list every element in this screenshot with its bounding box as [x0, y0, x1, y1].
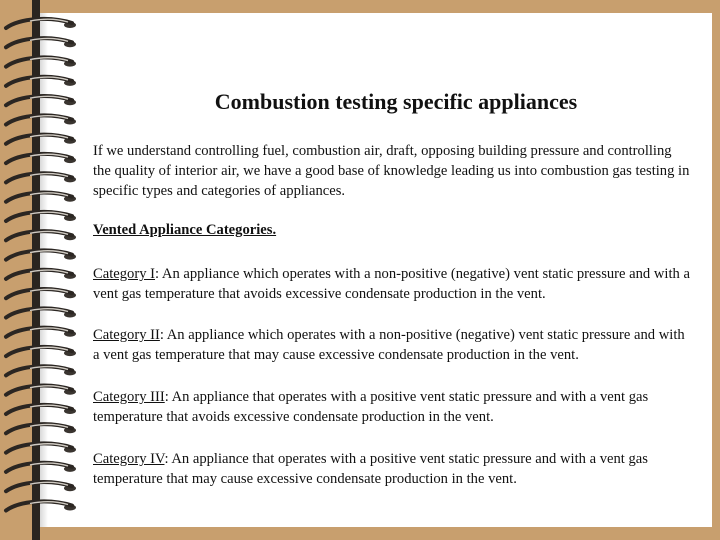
category-4-label: Category IV: [93, 451, 165, 467]
spiral-binding-rings: [0, 0, 90, 540]
binding-ring: [6, 347, 76, 356]
binding-ring: [6, 173, 76, 182]
category-2-description: : An appliance which operates with a non-positive (negative) vent static pressure and with a vent gas temperature that may cause excessive condensate production in the vent.: [93, 327, 685, 363]
binding-ring: [6, 231, 76, 240]
binding-ring: [6, 115, 76, 124]
category-2-paragraph: [93, 325, 693, 365]
category-2-label: Category II: [93, 327, 160, 343]
binding-ring: [6, 135, 76, 144]
category-3-paragraph: [93, 387, 693, 427]
category-1-description: : An appliance which operates with a non-positive (negative) vent static pressure and with a vent gas temperature that avoids excessive condensate production in the vent.: [93, 266, 690, 302]
binding-ring: [6, 38, 76, 47]
binding-ring: [6, 501, 76, 510]
binding-ring: [6, 154, 76, 163]
binding-ring: [6, 463, 76, 472]
binding-ring: [6, 270, 76, 279]
section-heading: Vented Appliance Categories.: [93, 222, 277, 238]
binding-ring: [6, 366, 76, 375]
binding-ring: [6, 482, 76, 491]
binding-ring: [6, 443, 76, 452]
binding-ring: [6, 57, 76, 66]
binding-ring: [6, 424, 76, 433]
category-1-label: Category I: [93, 266, 156, 282]
category-4-description: : An appliance that operates with a positive vent static pressure and with a vent gas temperature that may cause excessive condensate production in the vent.: [93, 451, 648, 487]
binding-ring: [6, 289, 76, 298]
binding-ring: [6, 328, 76, 337]
binding-ring: [6, 77, 76, 86]
category-3-description: : An appliance that operates with a positive vent static pressure and with a vent gas temperature that avoids excessive condensate production in the vent.: [93, 389, 649, 425]
category-1-paragraph: [93, 264, 693, 304]
binding-ring: [6, 212, 76, 221]
slide-title: Combustion testing specific appliances: [214, 89, 578, 114]
intro-paragraph: If we understand controlling fuel, combustion air, draft, opposing building pressure and controlling the quality of interior air, we have a good base of knowledge leading us into combustion gas testing in specific types and categories of appliances.: [93, 143, 690, 199]
binding-ring: [6, 193, 76, 202]
binding-ring: [6, 308, 76, 317]
binding-ring: [6, 405, 76, 414]
category-3-label: Category III: [93, 389, 165, 405]
binding-ring: [6, 386, 76, 395]
binding-ring: [6, 19, 76, 28]
category-4-paragraph: [93, 449, 693, 489]
binding-ring: [6, 250, 76, 259]
